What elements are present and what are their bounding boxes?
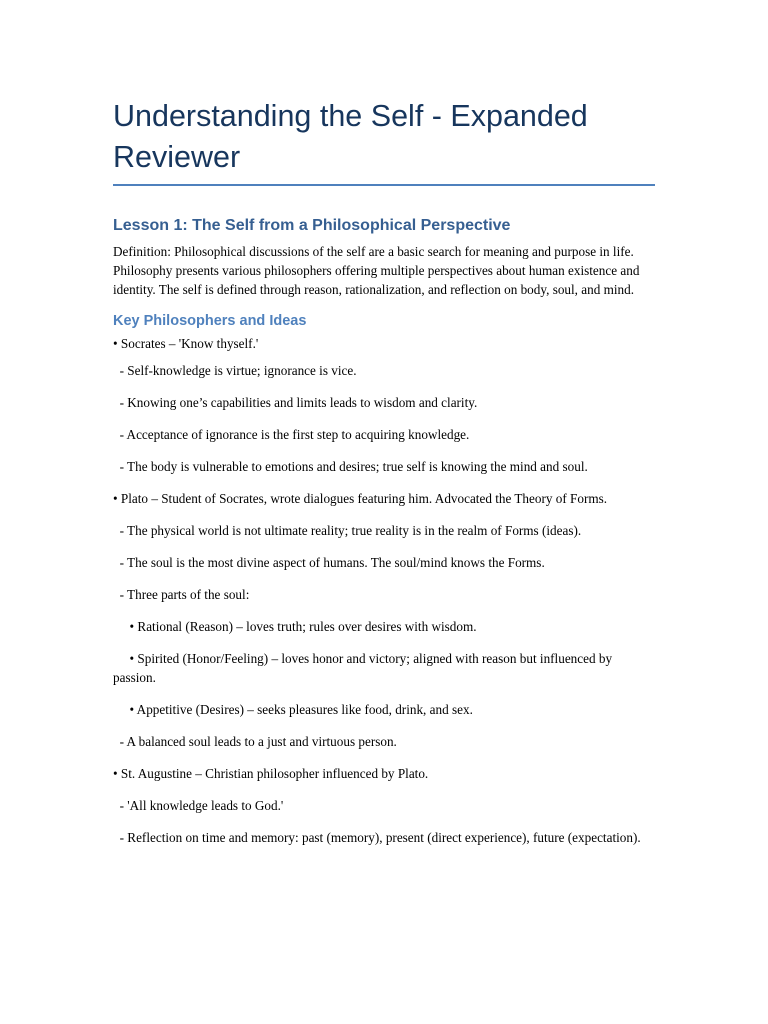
definition-paragraph: Definition: Philosophical discussions of the self are a basic search for meaning and purpose in life. Philosophy presents various philosophers offering multiple perspectives about human existence and identity. The self is defined through reason, rationalization, and reflection on body, soul, and mind. <box>113 244 643 297</box>
list-item: - Knowing one’s capabilities and limits leads to wisdom and clarity. <box>113 395 478 410</box>
list-item: - Three parts of the soul: <box>113 587 250 602</box>
list-item: • St. Augustine – Christian philosopher influenced by Plato. <box>113 766 429 781</box>
list-item: - Self-knowledge is virtue; ignorance is vice. <box>113 363 357 378</box>
list-item: • Spirited (Honor/Feeling) – loves honor and victory; aligned with reason but influenced by passion. <box>113 651 616 685</box>
lesson-1-heading: Lesson 1: The Self from a Philosophical Perspective <box>113 217 511 234</box>
document-title: Understanding the Self - Expanded Reviewer <box>113 96 655 186</box>
list-item: - The soul is the most divine aspect of humans. The soul/mind knows the Forms. <box>113 555 545 570</box>
list-item: - A balanced soul leads to a just and virtuous person. <box>113 734 397 749</box>
list-item: • Appetitive (Desires) – seeks pleasures like food, drink, and sex. <box>113 702 473 717</box>
list-item: - The body is vulnerable to emotions and desires; true self is knowing the mind and soul. <box>113 459 588 474</box>
document-page <box>113 96 655 860</box>
list-item: • Socrates – 'Know thyself.' <box>113 336 259 351</box>
list-item: • Plato – Student of Socrates, wrote dialogues featuring him. Advocated the Theory of Forms. <box>113 491 608 506</box>
list-item: - 'All knowledge leads to God.' <box>113 798 284 813</box>
list-item: - The physical world is not ultimate reality; true reality is in the realm of Forms (ideas). <box>113 523 582 538</box>
key-philosophers-heading: Key Philosophers and Ideas <box>113 313 307 329</box>
list-item: - Acceptance of ignorance is the first step to acquiring knowledge. <box>113 427 470 442</box>
list-item: • Rational (Reason) – loves truth; rules over desires with wisdom. <box>113 619 477 634</box>
list-item: - Reflection on time and memory: past (memory), present (direct experience), future (expectation). <box>113 830 641 845</box>
